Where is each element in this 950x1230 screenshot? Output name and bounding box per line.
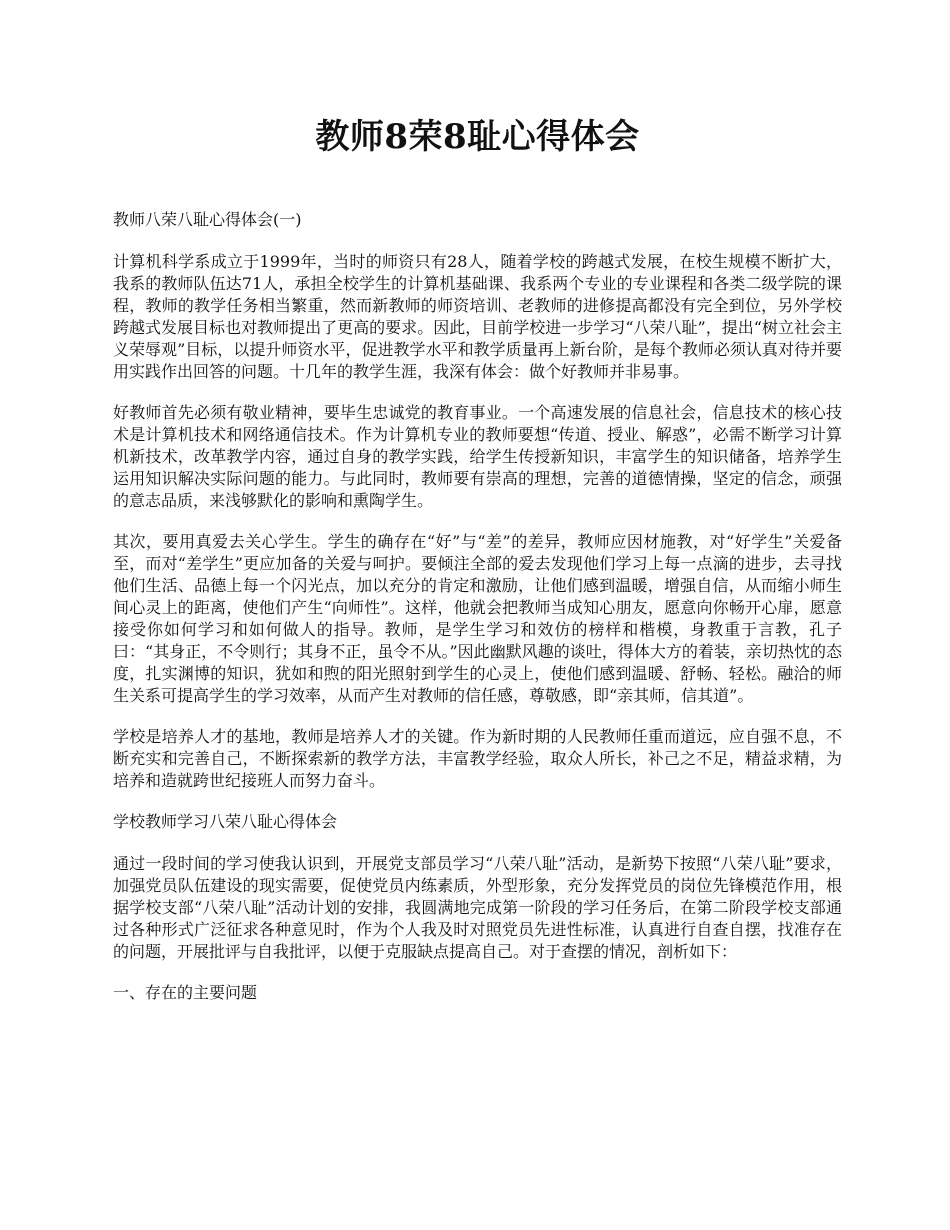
paragraph: 好教师首先必须有敬业精神，要毕生忠诚党的教育事业。一个高速发展的信息社会，信息技术的核心技术是计算机技术和网络通信技术。作为计算机专业的教师要想“传道、授业、解惑”，必需不断学习计算机新技术，改革教学内容，通过自身的教学实践，给学生传授新知识，丰富学生的知识储备，培养学生运用知识解决实际问题的能力。与此同时，教师要有崇高的理想，完善的道德情操，坚定的信念，顽强的意志品质，来浅够默化的影响和熏陶学生。	[113, 403, 842, 510]
paragraph: 通过一段时间的学习使我认识到，开展党支部员学习“八荣八耻”活动，是新势下按照“八荣八耻”要求，加强党员队伍建设的现实需要，促使党员内练素质，外型形象，充分发挥党员的岗位先锋模范作用，根据学校支部“八荣八耻”活动计划的安排，我圆满地完成第一阶段的学习任务后，在第二阶段学校支部通过各种形式广泛征求各种意见时，作为个人我及时对照党员先进性标准，认真进行自查自摆，找准存在的问题，开展批评与自我批评，以便于克服缺点提高自己。对于查摆的情况，剖析如下：	[113, 854, 842, 961]
paragraph: 学校是培养人才的基地，教师是培养人才的关键。作为新时期的人民教师任重而道远，应自强不息，不断充实和完善自己，不断探索新的教学方法，丰富教学经验，取众人所长，补己之不足，精益求精，为培养和造就跨世纪接班人而努力奋斗。	[113, 727, 842, 790]
section-heading: 学校教师学习八荣八耻心得体会	[113, 812, 338, 831]
paragraph: 计算机科学系成立于1999年，当时的师资只有28人，随着学校的跨越式发展，在校生规模不断扩大，我系的教师队伍达71人，承担全校学生的计算机基础课、我系两个专业的专业课程和各类二级学院的课程，教师的教学任务相当繁重，然而新教师的师资培训、老教师的进修提高都没有完全到位，另外学校跨越式发展目标也对教师提出了更高的要求。因此，目前学校进一步学习“八荣八耻”，提出“树立社会主义荣辱观”目标，以提升师资水平，促进教学水平和教学质量再上新台阶，是每个教师必须认真对待并要用实践作出回答的问题。十几年的教学生涯，我深有体会：做个好教师并非易事。	[113, 252, 842, 381]
section-heading: 一、存在的主要问题	[113, 983, 258, 1002]
document-title: 教师8荣8耻心得体会	[315, 117, 640, 157]
paragraph: 其次，要用真爱去关心学生。学生的确存在“好”与“差”的差异，教师应因材施教，对“好学生”关爱备至，而对“差学生”更应加备的关爱与呵护。要倾注全部的爱去发现他们学习上每一点滴的进步，去寻找他们生活、品德上每一个闪光点，加以充分的肯定和激励，让他们感到温暖，增强自信，从而缩小师生间心灵上的距离，使他们产生“向师性”。这样，他就会把教师当成知心朋友，愿意向你畅开心扉，愿意接受你如何学习和如何做人的指导。教师，是学生学习和效仿的榜样和楷模，身教重于言教，孔子曰：“其身正，不令则行；其身不正，虽令不从。”因此幽默风趣的谈吐，得体大方的着装，亲切热忱的态度，扎实渊博的知识，犹如和煦的阳光照射到学生的心灵上，使他们感到温暖、舒畅、轻松。融洽的师生关系可提高学生的学习效率，从而产生对教师的信任感，尊敬感，即“亲其师，信其道”。	[113, 532, 842, 705]
section-heading: 教师八荣八耻心得体会(一)	[113, 210, 302, 229]
